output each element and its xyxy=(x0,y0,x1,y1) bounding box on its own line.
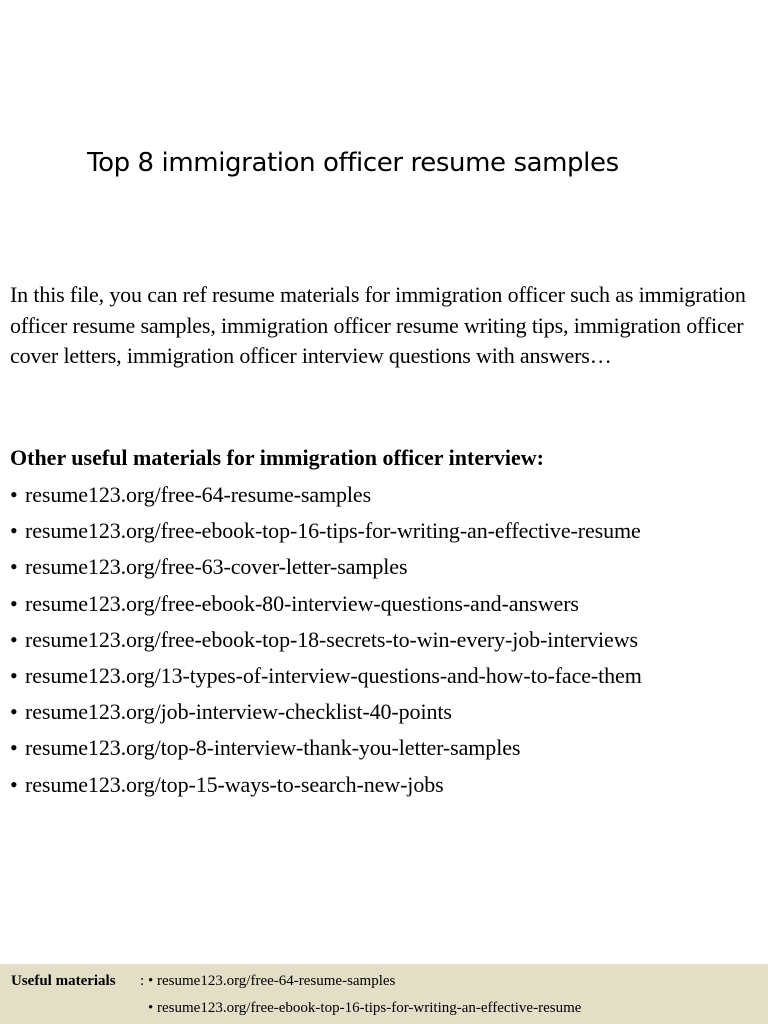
footer-colon: : xyxy=(140,973,145,989)
footer-label: Useful materials xyxy=(11,973,116,989)
bullet-icon: • xyxy=(10,482,18,507)
material-link[interactable]: resume123.org/free-ebook-top-16-tips-for-writing-an-effective-resume xyxy=(25,518,641,544)
list-item xyxy=(10,586,642,622)
material-link[interactable]: resume123.org/free-64-resume-samples xyxy=(25,482,372,507)
materials-heading: Other useful materials for immigration officer interview: xyxy=(10,445,544,470)
footer-bar xyxy=(0,964,768,1024)
bullet-icon: • xyxy=(10,699,18,725)
bullet-icon: • xyxy=(10,662,18,688)
list-item xyxy=(10,767,642,803)
material-link[interactable]: resume123.org/free-63-cover-letter-samples xyxy=(25,554,408,580)
footer-link[interactable]: • resume123.org/free-ebook-top-16-tips-for-writing-an-effective-resume xyxy=(148,1000,582,1016)
bullet-icon: • xyxy=(10,735,18,761)
material-link[interactable]: resume123.org/top-15-ways-to-search-new-jobs xyxy=(25,771,444,797)
material-link[interactable]: resume123.org/free-ebook-top-18-secrets-to-win-every-job-interviews xyxy=(25,626,638,652)
list-item xyxy=(10,730,642,766)
material-link[interactable]: resume123.org/top-8-interview-thank-you-letter-samples xyxy=(25,735,521,761)
material-link[interactable]: resume123.org/job-interview-checklist-40-points xyxy=(25,699,452,725)
materials-link-list xyxy=(10,477,642,803)
footer-link[interactable]: • resume123.org/free-64-resume-samples xyxy=(148,973,396,989)
bullet-icon: • xyxy=(10,771,18,797)
material-link[interactable]: resume123.org/free-ebook-80-interview-questions-and-answers xyxy=(25,590,579,616)
intro-paragraph: In this file, you can ref resume materials for immigration officer such as immigration officer resume samples, immigration officer resume writing tips, immigration officer cover letters, immigration officer interview questions with answers… xyxy=(10,282,746,368)
list-item xyxy=(10,477,642,513)
page-title: Top 8 immigration officer resume samples xyxy=(87,148,619,178)
bullet-icon: • xyxy=(10,554,18,580)
bullet-icon: • xyxy=(10,626,18,652)
material-link[interactable]: resume123.org/13-types-of-interview-questions-and-how-to-face-them xyxy=(25,662,642,688)
list-item xyxy=(10,658,642,694)
bullet-icon: • xyxy=(10,518,18,544)
list-item xyxy=(10,694,642,730)
list-item xyxy=(10,622,642,658)
bullet-icon: • xyxy=(10,590,18,616)
list-item xyxy=(10,549,642,585)
list-item xyxy=(10,513,642,549)
